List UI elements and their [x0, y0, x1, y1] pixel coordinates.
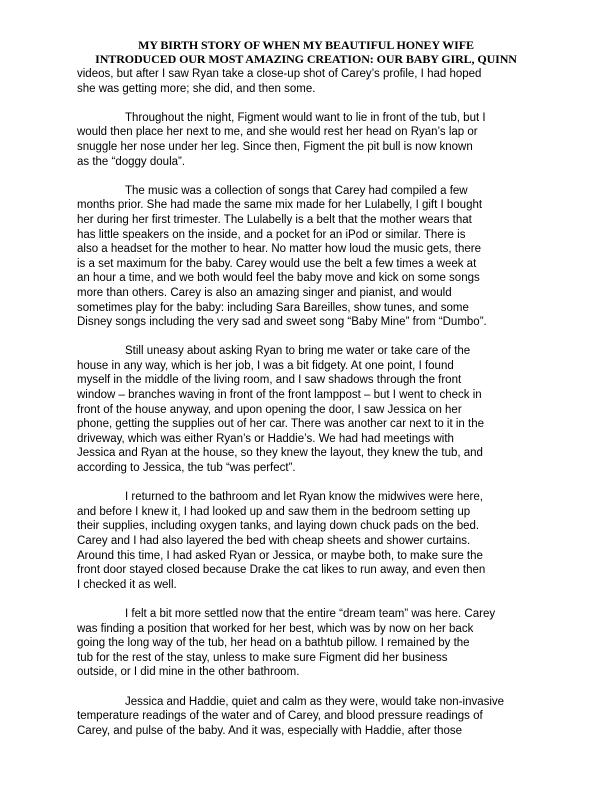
text-line: as the “doggy doula”. — [77, 155, 186, 168]
text-line: Still uneasy about asking Ryan to bring me water or take care of the — [125, 345, 471, 358]
text-line: her during her first trimester. The Lulabelly is a belt that the mother wears that — [77, 213, 472, 226]
text-line: and before I knew it, I had looked up and saw them in the bedroom setting up — [77, 505, 471, 518]
text-line: an hour a time, and we both would feel the baby move and kick on some songs — [77, 272, 480, 285]
text-line: Carey, and pulse of the baby. And it was, especially with Haddie, after those — [77, 724, 463, 737]
text-line: is a set maximum for the baby. Carey would use the belt a few times a week at — [77, 257, 477, 270]
text-line: front of the house anyway, and upon opening the door, I saw Jessica on her — [77, 403, 462, 416]
title-line-2: INTRODUCED OUR MOST AMAZING CREATION: OUR BABY GIRL, QUINN — [95, 52, 517, 66]
text-line: snuggle her nose under her leg. Since then, Figment the pit bull is now known — [77, 140, 473, 153]
text-line: driveway, which was either Ryan’s or Haddie’s. We had had meetings with — [77, 432, 454, 445]
text-line: she was getting more; she did, and then some. — [77, 82, 316, 95]
text-line: tub for the rest of the stay, unless to make sure Figment did her business — [77, 651, 448, 664]
text-line: sometimes play for the baby: including Sara Bareilles, show tunes, and some — [77, 301, 469, 314]
text-line: according to Jessica, the tub “was perfect”. — [77, 462, 296, 475]
paragraph — [77, 695, 539, 739]
text-line: going the long way of the tub, her head on a bathtub pillow. I remained by the — [77, 637, 470, 650]
text-line: I returned to the bathroom and let Ryan know the midwives were here, — [125, 491, 483, 504]
paragraph — [77, 490, 539, 592]
text-line: house in any way, which is her job, I was a bit fidgety. At one point, I found — [77, 359, 454, 372]
text-line: would then place her next to me, and she would rest her head on Ryan’s lap or — [77, 126, 478, 139]
paragraph — [77, 607, 539, 680]
text-line: Disney songs including the very sad and sweet song “Baby Mine” from “Dumbo”. — [77, 316, 487, 329]
text-line: Throughout the night, Figment would want to lie in front of the tub, but I — [125, 111, 486, 124]
title-line-1: MY BIRTH STORY OF WHEN MY BEAUTIFUL HONEY WIFE — [138, 38, 474, 52]
text-line: has little speakers on the inside, and a pocket for an iPod or similar. There is — [77, 228, 466, 241]
text-line: Jessica and Haddie, quiet and calm as they were, would take non-invasive — [125, 695, 505, 708]
text-line: Carey and I had also layered the bed with cheap sheets and shower curtains. — [77, 535, 471, 547]
text-line: myself in the middle of the living room, and I saw shadows through the front — [77, 374, 462, 387]
paragraph — [77, 344, 539, 475]
text-line: window – branches waving in front of the front lamppost – but I went to check in — [77, 389, 482, 402]
document-title — [60, 38, 552, 66]
text-line: I checked it as well. — [77, 578, 177, 591]
text-line: was finding a position that worked for her best, which was by now on her back — [77, 622, 474, 635]
text-line: Around this time, I had asked Ryan or Jessica, or maybe both, to make sure the — [77, 549, 483, 562]
text-line: also a headset for the mother to hear. No matter how loud the music gets, there — [77, 243, 481, 256]
text-line: videos, but after I saw Ryan take a close-up shot of Carey’s profile, I had hoped — [77, 68, 482, 80]
text-line: Jessica and Ryan at the house, so they knew the layout, they knew the tub, and — [77, 447, 483, 460]
text-line: phone, getting the supplies out of her car. There was another car next to it in the — [77, 418, 485, 431]
paragraph — [77, 67, 539, 96]
text-line: their supplies, including oxygen tanks, and laying down chuck pads on the bed. — [77, 520, 480, 533]
document-body — [77, 67, 539, 753]
text-line: months prior. She had made the same mix made for her Lulabelly, I gift I bought — [77, 199, 483, 212]
text-line: front door stayed closed because Drake the cat likes to run away, and even then — [77, 564, 486, 577]
text-line: outside, or I did mine in the other bathroom. — [77, 666, 300, 679]
paragraph — [77, 184, 539, 330]
text-line: temperature readings of the water and of Carey, and blood pressure readings of — [77, 710, 483, 723]
text-line: I felt a bit more settled now that the entire “dream team” was here. Carey — [125, 607, 496, 620]
text-line: more than others. Carey is also an amazing singer and pianist, and would — [77, 286, 452, 299]
paragraph — [77, 111, 539, 169]
text-line: The music was a collection of songs that Carey had compiled a few — [125, 184, 468, 197]
